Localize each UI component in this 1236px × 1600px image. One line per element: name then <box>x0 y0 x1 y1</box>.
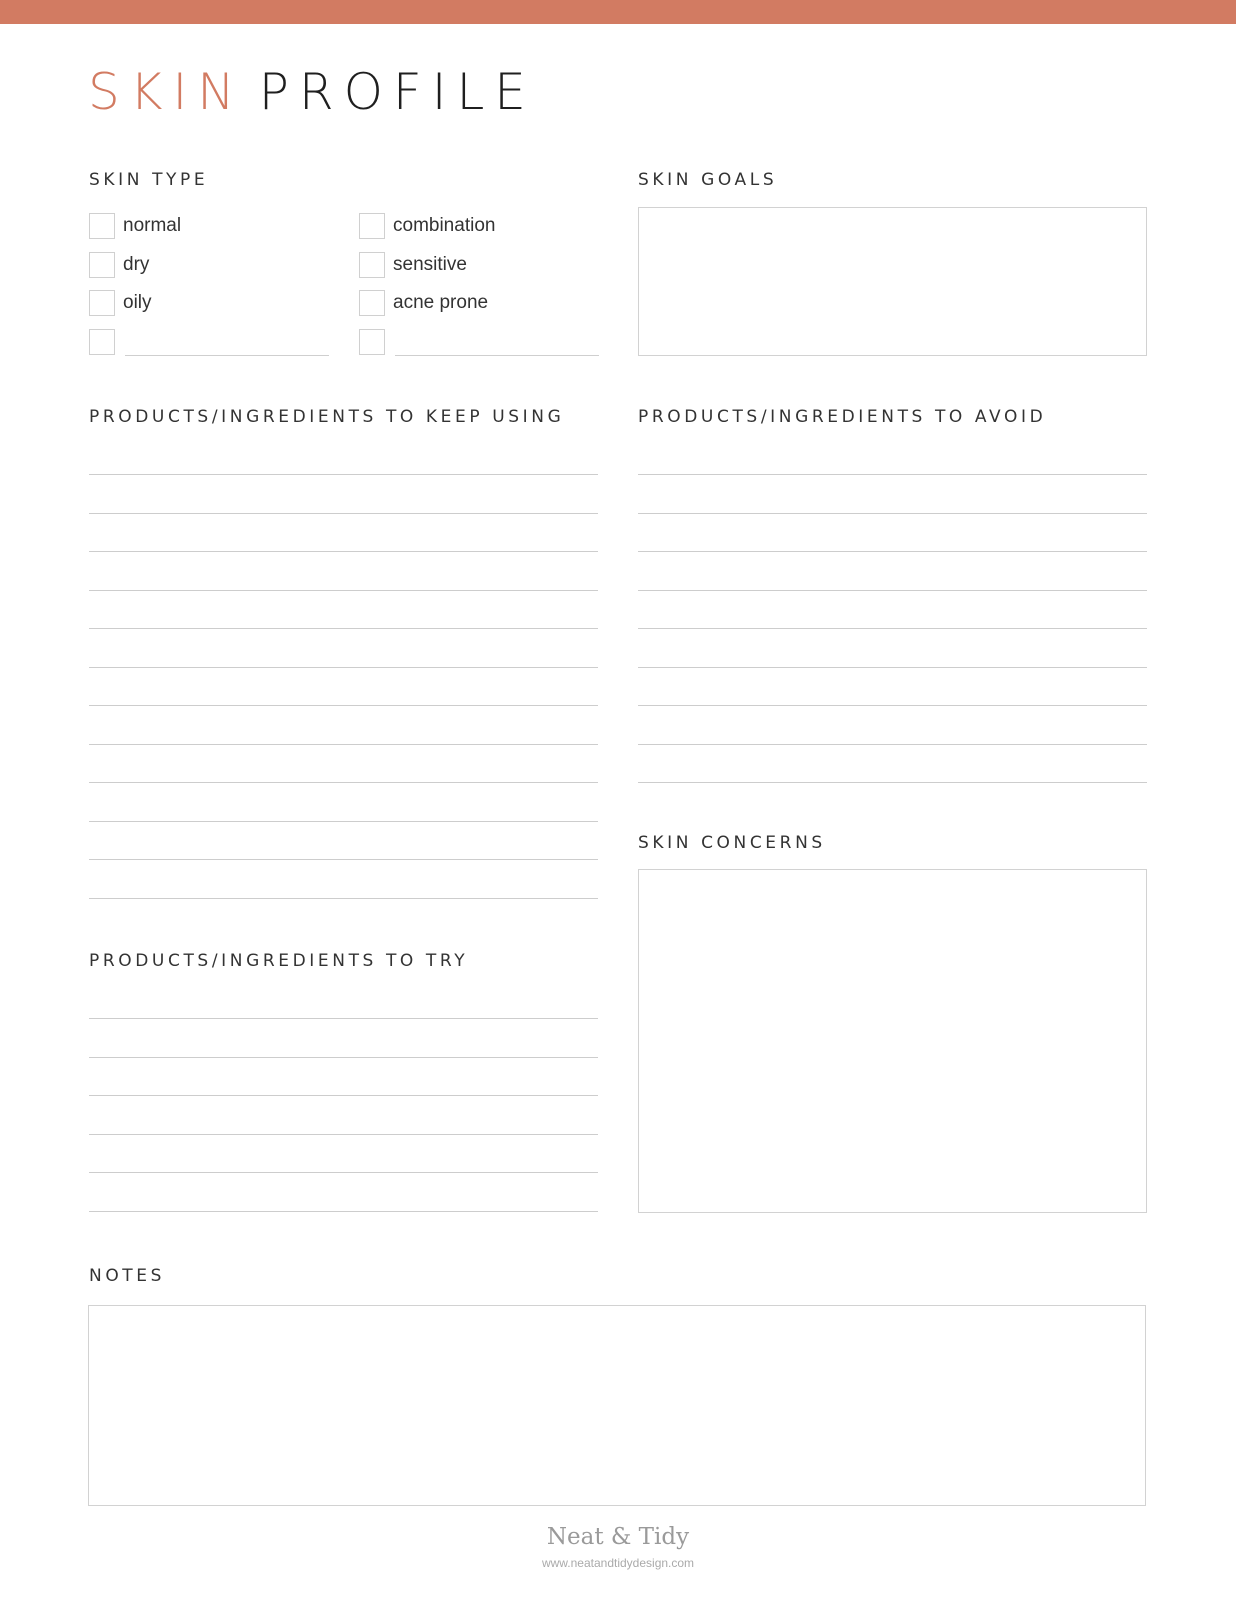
avoid-line[interactable] <box>638 782 1147 783</box>
try-line[interactable] <box>89 1211 598 1212</box>
avoid-line[interactable] <box>638 513 1147 514</box>
keep-using-line[interactable] <box>89 667 598 668</box>
avoid-line[interactable] <box>638 744 1147 745</box>
avoid-line[interactable] <box>638 474 1147 475</box>
keep-using-line[interactable] <box>89 821 598 822</box>
checkbox-normal[interactable] <box>89 212 181 240</box>
notes-box[interactable] <box>88 1305 1146 1506</box>
avoid-line[interactable] <box>638 705 1147 706</box>
try-line[interactable] <box>89 1172 598 1173</box>
title-accent: SKIN <box>88 63 245 121</box>
checkbox-label: dry <box>123 254 150 275</box>
keep-using-line[interactable] <box>89 898 598 899</box>
avoid-line[interactable] <box>638 551 1147 552</box>
checkbox-box[interactable] <box>89 329 115 355</box>
keep-using-line[interactable] <box>89 551 598 552</box>
checkbox-box[interactable] <box>359 290 385 316</box>
skin-concerns-box[interactable] <box>638 869 1147 1213</box>
checkbox-label: normal <box>123 215 182 236</box>
notes-heading: NOTES <box>89 1266 166 1286</box>
skin-goals-box[interactable] <box>638 207 1147 356</box>
skin-goals-heading: SKIN GOALS <box>638 170 778 190</box>
checkbox-box[interactable] <box>359 329 385 355</box>
keep-using-line[interactable] <box>89 705 598 706</box>
keep-using-line[interactable] <box>89 474 598 475</box>
custom-type-field[interactable] <box>395 336 599 356</box>
keep-using-line[interactable] <box>89 859 598 860</box>
avoid-line[interactable] <box>638 590 1147 591</box>
checkbox-dry[interactable] <box>89 251 149 279</box>
avoid-line[interactable] <box>638 628 1147 629</box>
keep-using-line[interactable] <box>89 782 598 783</box>
checkbox-label: oily <box>123 292 152 313</box>
brand-logo: Neat & Tidy <box>546 1524 690 1550</box>
avoid-line[interactable] <box>638 667 1147 668</box>
custom-type-field[interactable] <box>125 336 329 356</box>
try-heading: PRODUCTS/INGREDIENTS TO TRY <box>89 951 469 971</box>
checkbox-box[interactable] <box>359 252 385 278</box>
try-line[interactable] <box>89 1095 598 1096</box>
keep-using-line[interactable] <box>89 628 598 629</box>
checkbox-combination[interactable] <box>359 212 495 240</box>
skin-type-heading: SKIN TYPE <box>89 170 209 190</box>
checkbox-box[interactable] <box>89 290 115 316</box>
checkbox-label: combination <box>393 215 496 236</box>
checkbox-box[interactable] <box>89 252 115 278</box>
top-accent-bar <box>0 0 1236 24</box>
try-line[interactable] <box>89 1057 598 1058</box>
checkbox-oily[interactable] <box>89 289 152 317</box>
checkbox-acne-prone[interactable] <box>359 289 488 317</box>
checkbox-custom-1[interactable] <box>89 328 329 356</box>
footer-url: www.neatandtidydesign.com <box>541 1556 695 1570</box>
checkbox-sensitive[interactable] <box>359 251 467 279</box>
keep-using-line[interactable] <box>89 744 598 745</box>
title-main: PROFILE <box>258 63 536 121</box>
checkbox-box[interactable] <box>89 213 115 239</box>
checkbox-label: acne prone <box>393 292 489 313</box>
checkbox-label: sensitive <box>393 254 467 275</box>
checkbox-box[interactable] <box>359 213 385 239</box>
try-line[interactable] <box>89 1134 598 1135</box>
skin-concerns-heading: SKIN CONCERNS <box>638 833 826 853</box>
page-title <box>88 62 536 122</box>
avoid-heading: PRODUCTS/INGREDIENTS TO AVOID <box>638 407 1047 427</box>
try-line[interactable] <box>89 1018 598 1019</box>
keep-using-heading: PRODUCTS/INGREDIENTS TO KEEP USING <box>89 407 565 427</box>
checkbox-custom-2[interactable] <box>359 328 599 356</box>
keep-using-line[interactable] <box>89 513 598 514</box>
keep-using-line[interactable] <box>89 590 598 591</box>
